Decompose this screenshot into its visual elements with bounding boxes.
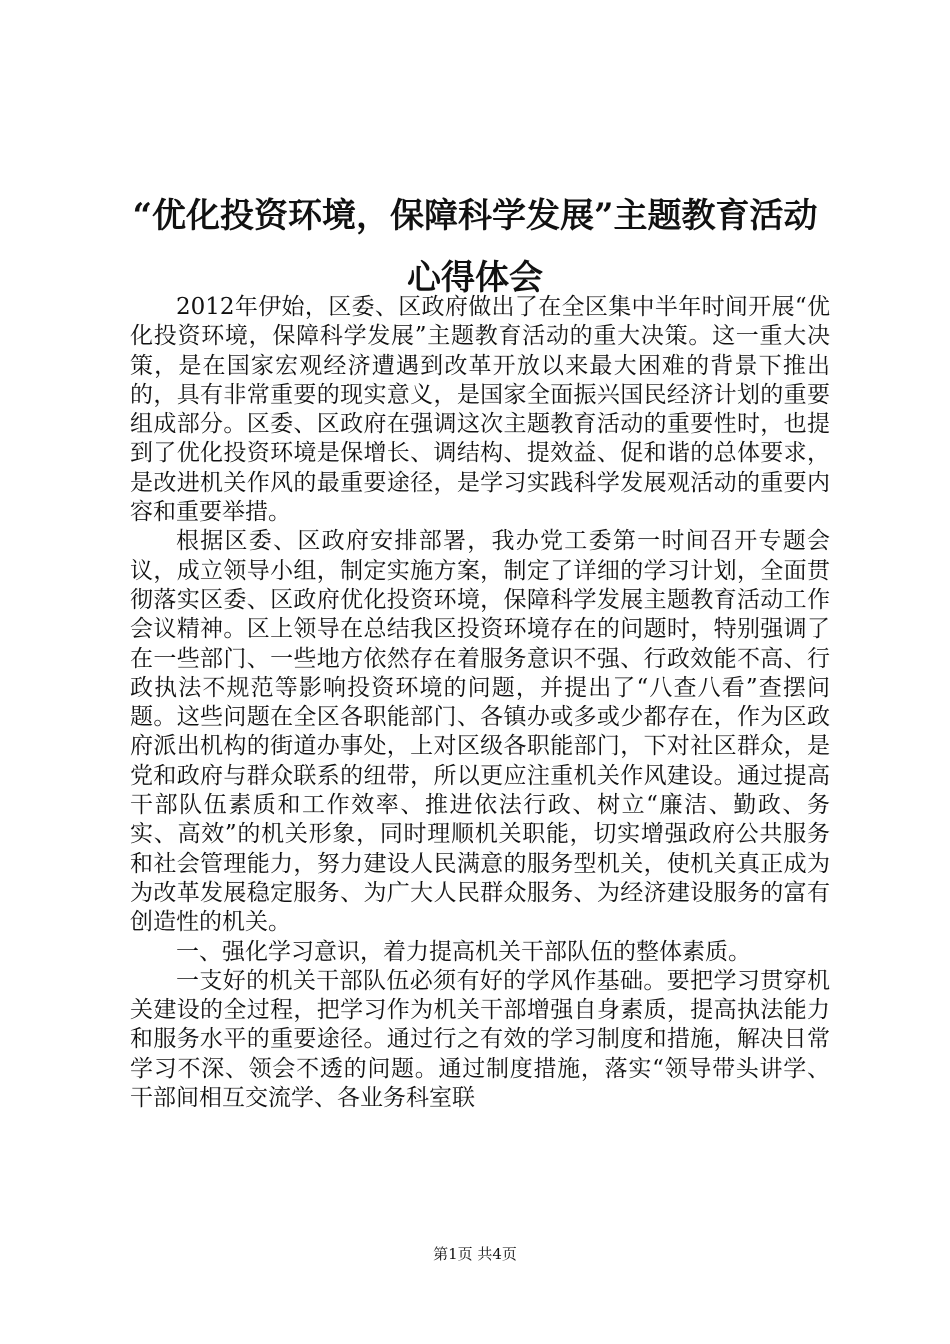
paragraph-intro: 2012年伊始，区委、区政府做出了在全区集中半年时间开展“优化投资环境，保障科学发展”主题教育活动的重大决策。这一重大决策，是在国家宏观经济遭遇到改革开放以来最大困难的背景下推出的，具有非常重要的现实意义，是国家全面振兴国民经济计划的重要组成部分。区委、区政府在强调这次主题教育活动的重要性时，也提到了优化投资环境是保增长、调结构、提效益、促和谐的总体要求，是改进机关作风的最重要途径，是学习实践科学发展观活动的重要内容和重要举措。 bbox=[130, 294, 830, 526]
page-footer: 第1页 共4页 bbox=[433, 1245, 517, 1263]
document-body bbox=[130, 293, 830, 1113]
paragraph-deployment: 根据区委、区政府安排部署，我办党工委第一时间召开专题会议，成立领导小组，制定实施方案，制定了详细的学习计划，全面贯彻落实区委、区政府优化投资环境，保障科学发展主题教育活动工作会议精神。区上领导在总结我区投资环境存在的问题时，特别强调了在一些部门、一些地方依然存在着服务意识不强、行政效能不高、行政执法不规范等影响投资环境的问题，并提出了“八查八看”查摆问题。这些问题在全区各职能部门、各镇办或多或少都存在，作为区政府派出机构的街道办事处，上对区级各职能部门，下对社区群众，是党和政府与群众联系的纽带，所以更应注重机关作风建设。通过提高干部队伍素质和工作效率、推进依法行政、树立“廉洁、勤政、务实、高效”的机关形象，同时理顺机关职能，切实增强政府公共服务和社会管理能力，努力建设人民满意的服务型机关，使机关真正成为为改革发展稳定服务、为广大人民群众服务、为经济建设服务的富有创造性的机关。 bbox=[130, 528, 830, 936]
section-heading-1: 一、强化学习意识，着力提高机关干部队伍的整体素质。 bbox=[176, 938, 751, 965]
document-title: “优化投资环境，保障科学发展”主题教育活动心得体会 bbox=[132, 195, 818, 298]
paragraph-study: 一支好的机关干部队伍必须有好的学风作基础。要把学习贯穿机关建设的全过程，把学习作为机关干部增强自身素质，提高执法能力和服务水平的重要途径。通过行之有效的学习制度和措施，解决日常学习不深、领会不透的问题。通过制度措施，落实“领导带头讲学、干部间相互交流学、各业务科室联 bbox=[130, 967, 830, 1112]
